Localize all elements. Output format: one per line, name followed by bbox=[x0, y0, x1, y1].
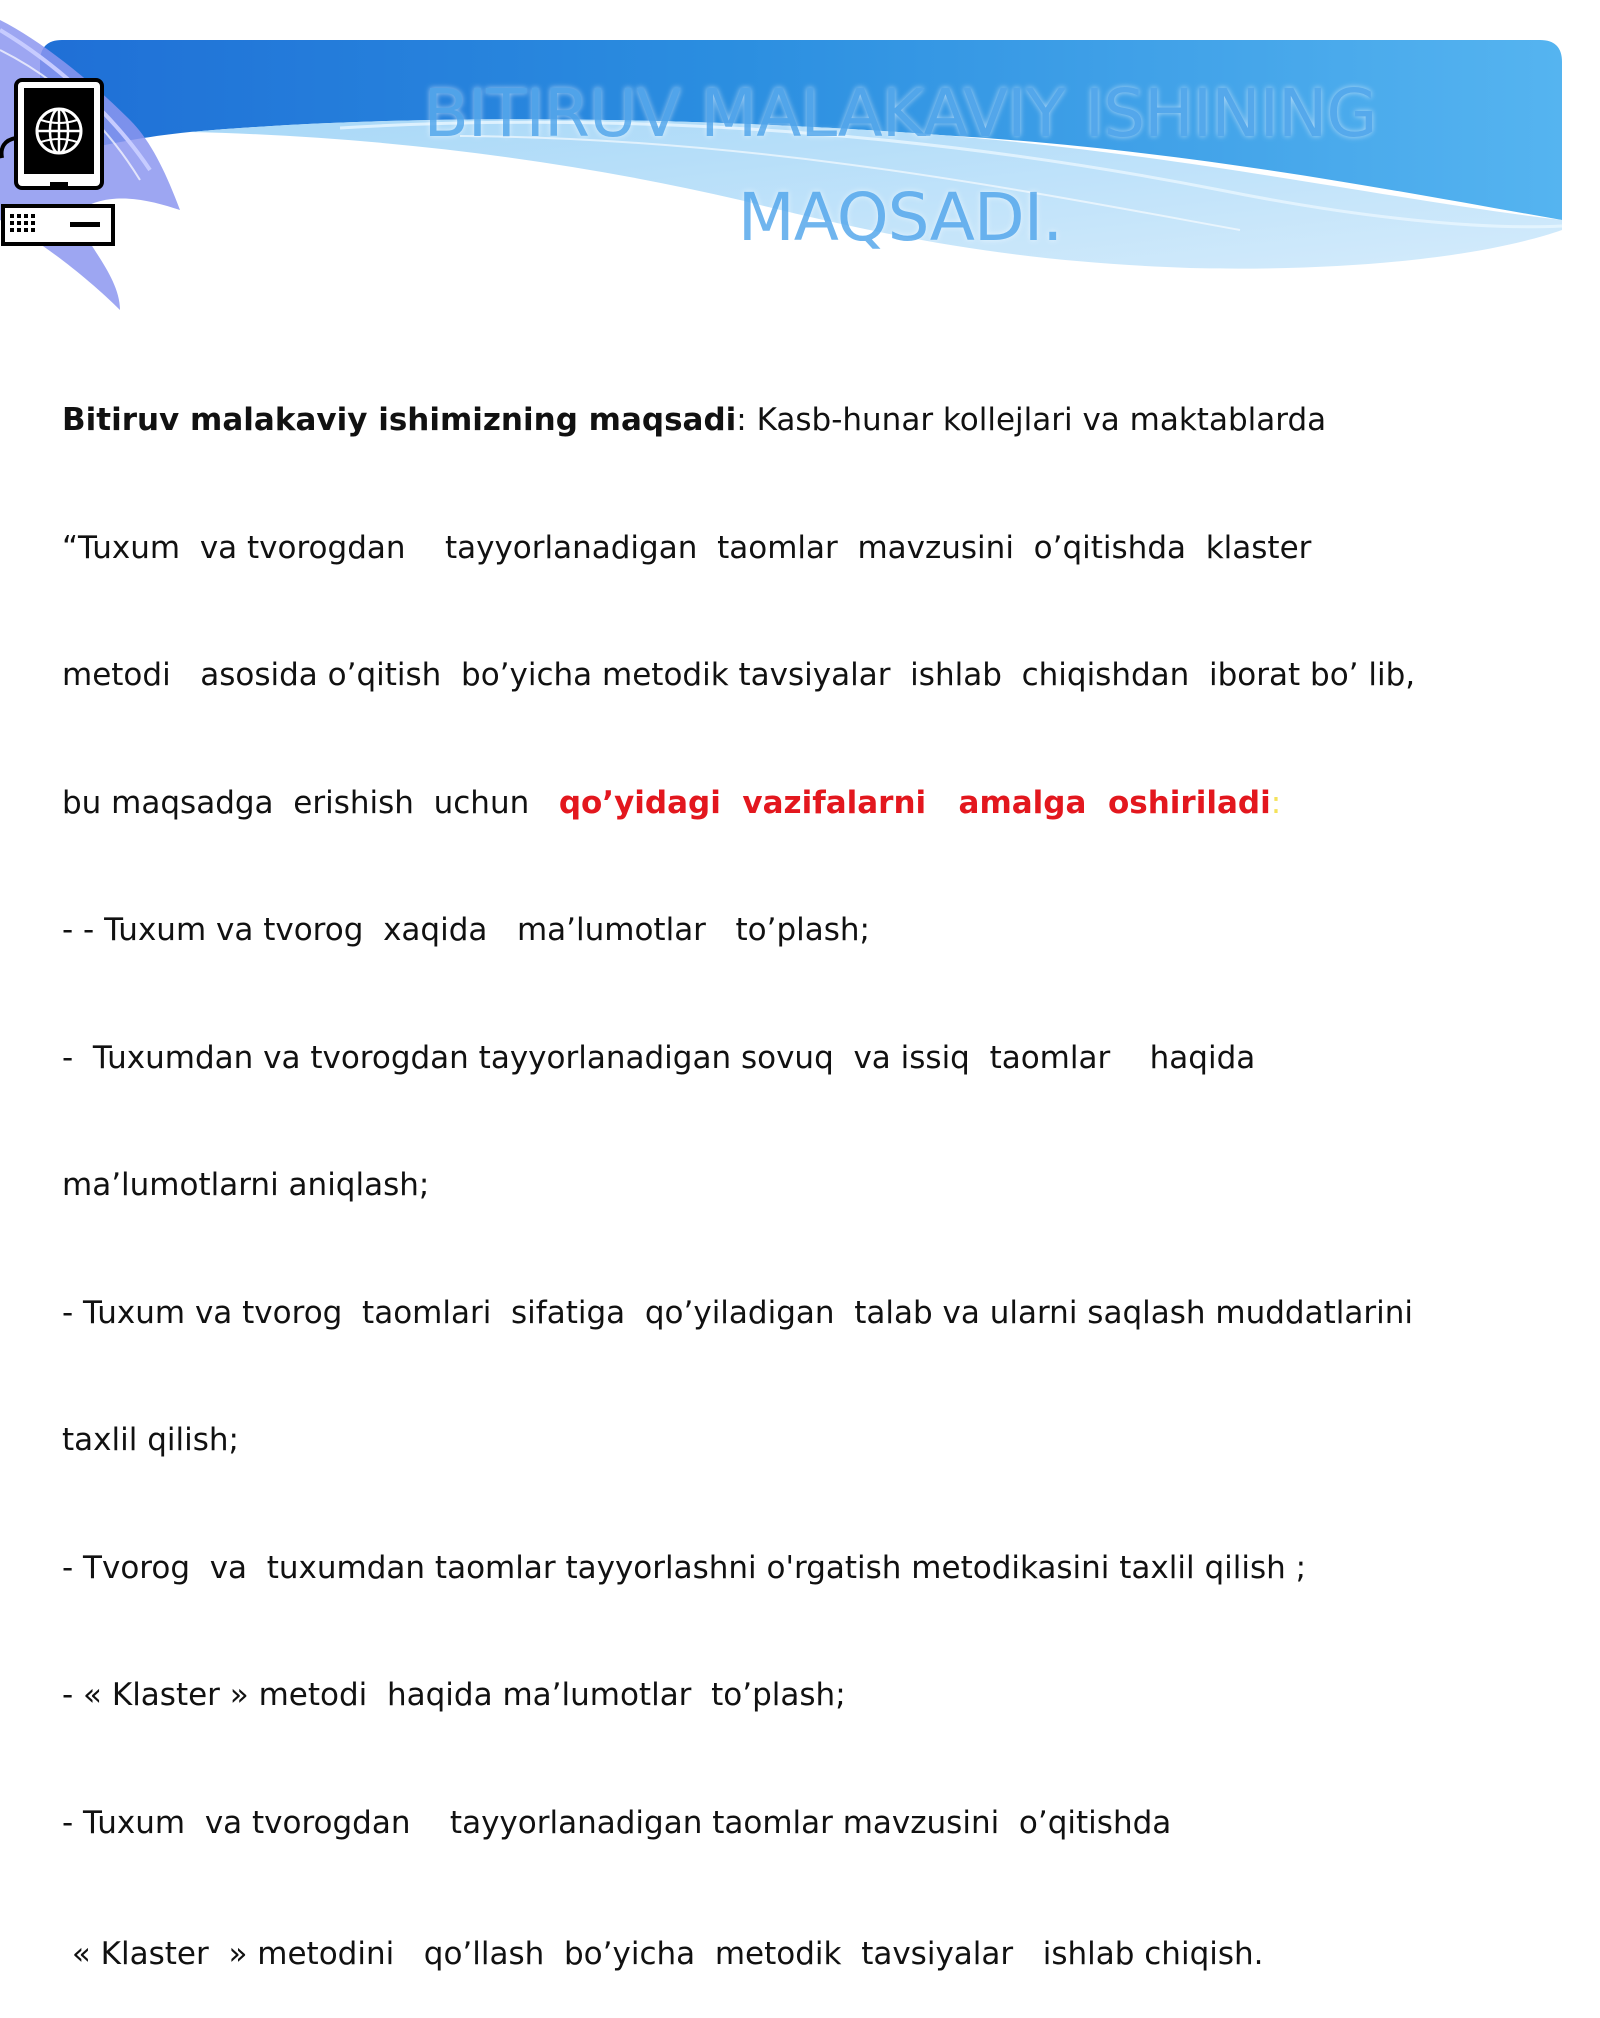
intro-bold-label: Bitiruv malakaviy ishimizning maqsadi bbox=[62, 402, 737, 438]
intro-line-4 bbox=[62, 782, 1562, 825]
intro-line-2: “Tuxum va tvorogdan tayyorlanadigan taomlar mavzusini o’qitishda klaster bbox=[62, 529, 1312, 566]
slide-title bbox=[300, 62, 1500, 270]
task-line: - Tuxum va tvorog taomlari sifatiga qo’yiladigan talab va ularni saqlash muddatlarini bbox=[62, 1294, 1413, 1331]
task-line: - Tuxum va tvorogdan tayyorlanadigan taomlar mavzusini o’qitishda bbox=[62, 1804, 1172, 1841]
highlight-tasks: qo’yidagi vazifalarni amalga oshiriladi bbox=[558, 784, 1271, 821]
highlight-colon: : bbox=[1270, 784, 1282, 821]
title-line-2: MAQSADI. bbox=[737, 179, 1063, 256]
keypad-icon bbox=[3, 206, 113, 244]
task-line: - Tuxumdan va tvorogdan tayyorlanadigan sovuq va issiq taomlar haqida bbox=[62, 1039, 1256, 1076]
intro-after-label: : Kasb-hunar kollejlari va maktablarda bbox=[736, 402, 1327, 438]
task-line: ma’lumotlarni aniqlash; bbox=[62, 1167, 430, 1203]
slide-body bbox=[62, 314, 1562, 2018]
task-line: - - Tuxum va tvorog xaqida ma’lumotlar to’plash; bbox=[62, 912, 870, 948]
computer-icon bbox=[0, 78, 118, 258]
intro-line-1 bbox=[62, 399, 1562, 442]
intro-line-3: metodi asosida o’qitish bo’yicha metodik tavsiyalar ishlab chiqishdan iborat bo’ lib, bbox=[62, 657, 1416, 693]
task-line: « Klaster » metodini qo’llash bo’yicha metodik tavsiyalar ishlab chiqish. bbox=[62, 1936, 1264, 1972]
task-line: - Tvorog va tuxumdan taomlar tayyorlashni o'rgatish metodikasini taxlil qilish ; bbox=[62, 1549, 1307, 1586]
task-line: taxlil qilish; bbox=[62, 1422, 239, 1458]
title-line-1: BITIRUV MALAKAVIY ISHINING bbox=[423, 75, 1377, 152]
intro-line-4-start: bu maqsadga erishish uchun bbox=[62, 784, 559, 821]
globe-icon bbox=[37, 109, 81, 153]
task-line: - « Klaster » metodi haqida ma’lumotlar to’plash; bbox=[62, 1677, 846, 1713]
